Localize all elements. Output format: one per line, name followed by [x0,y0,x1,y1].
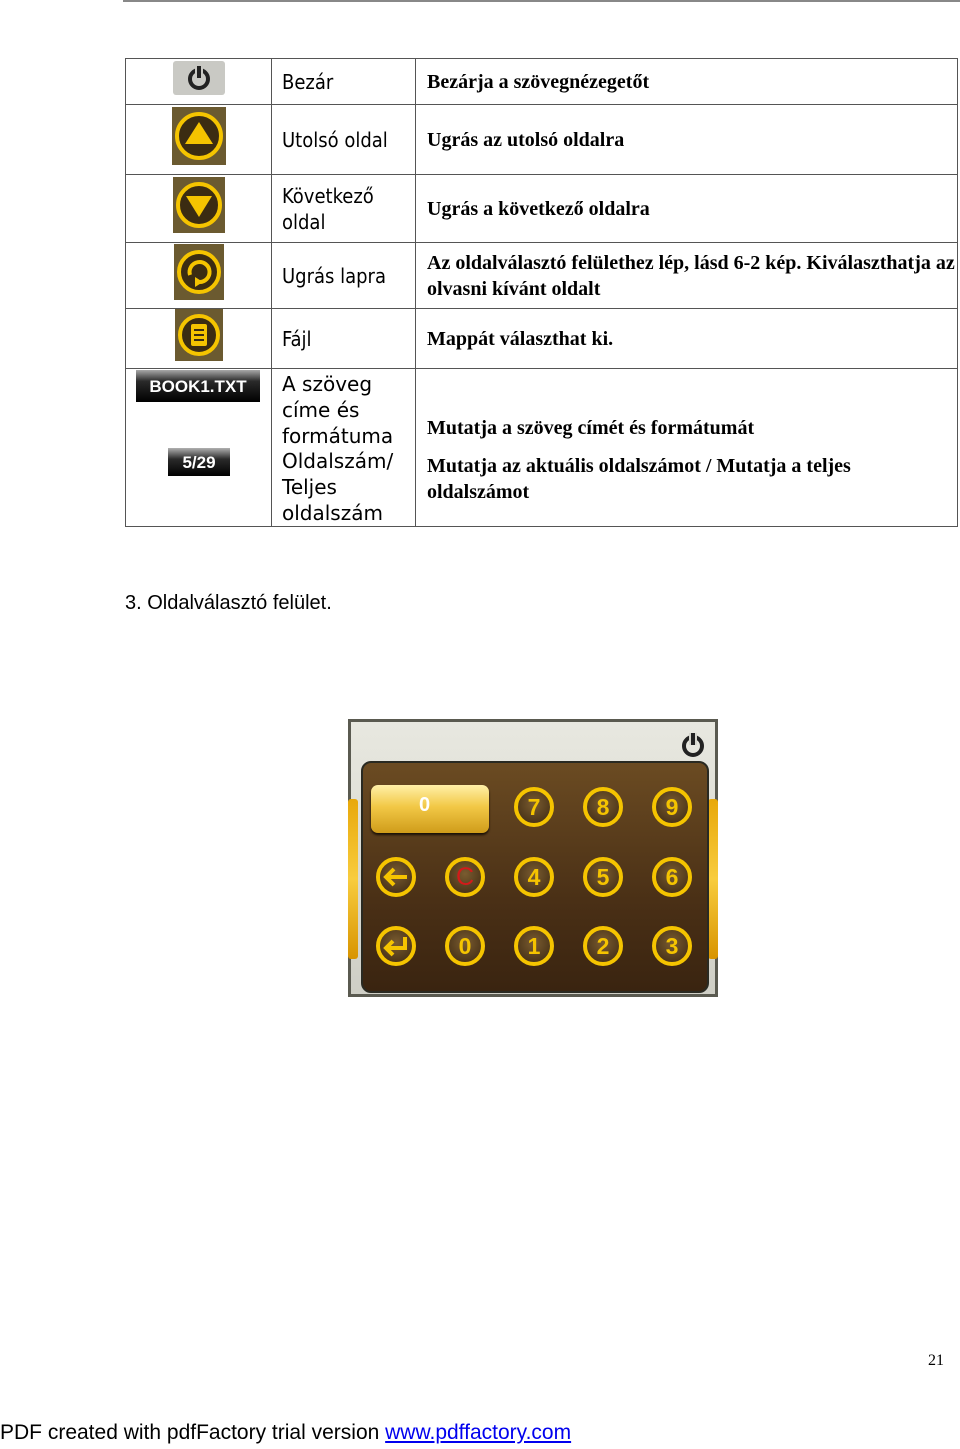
refresh-icon [174,244,224,307]
name-cell: Utolsó oldal [272,105,416,175]
desc-cell: Ugrás a következő oldalra [416,175,958,243]
figure-caption: 3. Oldalválasztó felület. [125,592,332,614]
pdf-footer [0,1421,571,1445]
table-row [126,369,958,527]
name-cell: Bezár [272,59,416,105]
key-0[interactable]: 0 [445,926,485,966]
key-4[interactable]: 4 [514,857,554,897]
footer-text: PDF created with pdfFactory trial version [0,1421,386,1444]
table-row [126,105,958,175]
key-5[interactable]: 5 [583,857,623,897]
file-list-icon [175,309,223,368]
triangle-up-icon [172,107,226,172]
desc-cell: Az oldalválasztó felülethez lép, lásd 6-2 kép. Kiválaszthatja az olvasni kívánt oldalt [416,243,958,309]
title-format-label: A szöveg címe és formátuma [282,372,394,448]
desc-cell [416,369,958,527]
table-row [126,243,958,309]
key-6[interactable]: 6 [652,857,692,897]
clear-key[interactable]: C [445,857,485,897]
svg-text:BOOK1.TXT: BOOK1.TXT [149,377,247,396]
page-selector-panel [348,719,718,997]
name-cell: Fájl [272,309,416,369]
title-format-desc: Mutatja a szöveg címét és formátumát [427,417,755,439]
icon-cell [126,369,272,527]
page-count-desc: Mutatja az aktuális oldalszámot / Mutatja a teljes oldalszámot [427,455,851,503]
power-icon [173,61,225,102]
page-badge-icon [168,448,230,476]
arrow-left-icon [383,866,409,888]
footer-link[interactable]: www.pdffactory.com [385,1421,572,1444]
key-3[interactable]: 3 [652,926,692,966]
top-rule [123,0,960,2]
table-row [126,309,958,369]
backspace-key[interactable] [376,857,416,897]
page-number-display [371,785,489,833]
page-number-value: 0 [419,794,431,816]
page-count-label: Oldalszám/ Teljes oldalszám [282,449,394,525]
icon-cell [126,175,272,243]
key-9[interactable]: 9 [652,787,692,827]
key-7[interactable]: 7 [514,787,554,827]
name-cell: Következő oldal [272,175,416,243]
icon-cell [126,309,272,369]
triangle-down-icon [173,177,225,240]
name-cell [272,369,416,527]
enter-arrow-icon [383,935,409,957]
name-cell: Ugrás lapra [272,243,416,309]
right-side-strip [708,799,718,959]
key-1[interactable]: 1 [514,926,554,966]
desc-cell: Ugrás az utolsó oldalra [416,105,958,175]
table-row [126,59,958,105]
enter-key[interactable] [376,926,416,966]
page-number: 21 [928,1352,944,1369]
controls-table [125,58,958,527]
icon-cell [126,59,272,105]
table-row [126,175,958,243]
left-side-strip [348,799,358,959]
key-2[interactable]: 2 [583,926,623,966]
svg-text:5/29: 5/29 [182,453,216,472]
icon-cell [126,243,272,309]
desc-cell: Mappát választhat ki. [416,309,958,369]
title-badge-icon [136,370,260,402]
desc-cell: Bezárja a szövegnézegetőt [416,59,958,105]
icon-cell [126,105,272,175]
key-8[interactable]: 8 [583,787,623,827]
power-icon[interactable] [680,732,706,758]
